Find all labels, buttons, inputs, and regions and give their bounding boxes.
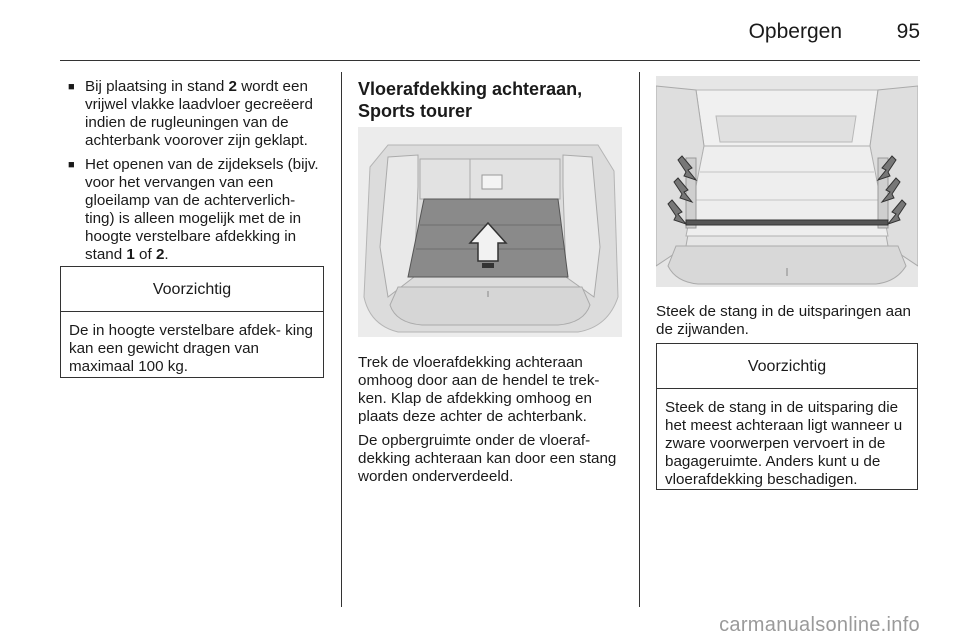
list-item: ■ Bij plaatsing in stand 2 wordt een vrijwel vlakke laadvloer gecreëerd indien de rugleuningen van de achterbank voorover zijn geklapt. [68,78,313,149]
page-header [0,0,960,62]
section-heading: Vloerafdekking achteraan, Sports tourer [358,79,583,121]
list-item: ■ Het openen van de zijdeksels (bijv. voor het vervangen van een gloeilamp van de achterverlich- ting) is alleen mogelijk met de in hoogte verstelbare afdekking in stand 1 of 2. [68,156,319,263]
caution-box-2 [656,343,918,490]
column-2 [358,78,624,122]
page-number: 95 [896,20,920,43]
header-rule [60,60,920,61]
column-1 [60,78,324,270]
caution-box-1 [60,266,324,378]
cargo-rod-illustration [656,76,918,287]
figure-floor-cover [358,127,622,337]
paragraph: Trek de vloerafdekking achteraan omhoog door aan de hendel te trek- ken. Klap de afdekking omhoog en plaats deze achter de achterbank. [358,354,600,425]
figure-divider-rod [656,76,918,287]
bullet-square-icon: ■ [68,159,75,171]
paragraph: Steek de stang in de uitsparingen aan de zijwanden. [656,303,911,338]
column-3-text [656,303,920,345]
caution-title: Voorzichtig [61,267,323,312]
watermark: carmanualsonline.info [719,614,920,636]
caution-text: De in hoogte verstelbare afdek- king kan een gewicht dragen van maximaal 100 kg. [69,322,313,375]
column-2-text [358,354,624,492]
caution-title: Voorzichtig [657,344,917,389]
caution-text: Steek de stang in de uitsparing die het meest achteraan ligt wanneer u zware voorwerpen vervoert in de bagageruimte. Anders kunt u de vloerafdekking beschadigen. [665,399,903,488]
paragraph: De opbergruimte onder de vloeraf- dekking achteraan kan door een stang worden onderverdeeld. [358,432,617,485]
column-divider-2 [639,72,640,607]
cargo-floor-illustration [358,127,622,337]
header-title: Opbergen [748,20,842,43]
bullet-square-icon: ■ [68,81,75,93]
column-divider-1 [341,72,342,607]
